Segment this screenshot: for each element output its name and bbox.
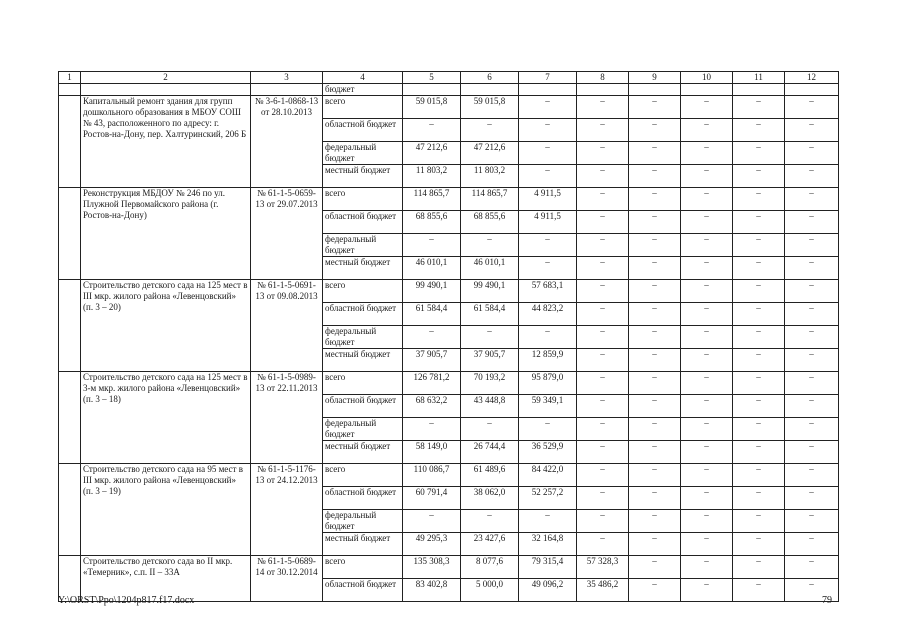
- value-cell: –: [785, 579, 839, 602]
- value-cell: –: [577, 211, 629, 234]
- budget-type-cell: федеральный бюджет: [323, 418, 403, 441]
- column-number: 3: [251, 72, 323, 84]
- value-cell: –: [681, 188, 733, 211]
- value-cell: –: [577, 510, 629, 533]
- value-cell: –: [681, 280, 733, 303]
- column-number: 10: [681, 72, 733, 84]
- value-cell: –: [681, 142, 733, 165]
- value-cell: –: [681, 395, 733, 418]
- value-cell: 59 015,8: [403, 96, 461, 119]
- value-cell: 99 490,1: [403, 280, 461, 303]
- value-cell: 46 010,1: [403, 257, 461, 280]
- value-cell: 61 584,4: [403, 303, 461, 326]
- value-cell: 114 865,7: [461, 188, 519, 211]
- value-cell: –: [733, 119, 785, 142]
- document-cell: № 61-1-5-0989-13 от 22.11.2013: [251, 372, 323, 464]
- value-cell: 61 489,6: [461, 464, 519, 487]
- budget-type-cell: областной бюджет: [323, 211, 403, 234]
- value-cell: –: [629, 372, 681, 395]
- value-cell: –: [733, 326, 785, 349]
- value-cell: –: [629, 418, 681, 441]
- value-cell: –: [519, 257, 577, 280]
- budget-type-cell: федеральный бюджет: [323, 510, 403, 533]
- value-cell: 59 015,8: [461, 96, 519, 119]
- value-cell: –: [733, 533, 785, 556]
- value-cell: 99 490,1: [461, 280, 519, 303]
- value-cell: –: [577, 280, 629, 303]
- value-cell: –: [733, 510, 785, 533]
- value-cell: 61 584,4: [461, 303, 519, 326]
- value-cell: –: [733, 165, 785, 188]
- value-cell: –: [629, 303, 681, 326]
- value-cell: 58 149,0: [403, 441, 461, 464]
- value-cell: [785, 84, 839, 96]
- value-cell: 60 791,4: [403, 487, 461, 510]
- value-cell: –: [733, 579, 785, 602]
- value-cell: –: [577, 441, 629, 464]
- budget-type-cell: областной бюджет: [323, 395, 403, 418]
- value-cell: –: [733, 464, 785, 487]
- value-cell: –: [785, 280, 839, 303]
- value-cell: –: [785, 188, 839, 211]
- value-cell: –: [681, 211, 733, 234]
- budget-type-cell: всего: [323, 280, 403, 303]
- value-cell: –: [785, 165, 839, 188]
- column-number: 1: [59, 72, 81, 84]
- value-cell: –: [785, 441, 839, 464]
- table-row: [59, 556, 839, 579]
- value-cell: 4 911,5: [519, 211, 577, 234]
- value-cell: –: [733, 303, 785, 326]
- value-cell: –: [629, 257, 681, 280]
- value-cell: –: [629, 96, 681, 119]
- value-cell: –: [785, 349, 839, 372]
- value-cell: 11 803,2: [461, 165, 519, 188]
- value-cell: 5 000,0: [461, 579, 519, 602]
- value-cell: –: [629, 510, 681, 533]
- value-cell: [519, 84, 577, 96]
- value-cell: –: [681, 579, 733, 602]
- value-cell: –: [519, 418, 577, 441]
- column-number: 9: [629, 72, 681, 84]
- value-cell: 52 257,2: [519, 487, 577, 510]
- value-cell: –: [681, 464, 733, 487]
- value-cell: [461, 84, 519, 96]
- value-cell: –: [785, 96, 839, 119]
- value-cell: –: [461, 326, 519, 349]
- value-cell: –: [629, 441, 681, 464]
- value-cell: –: [629, 464, 681, 487]
- value-cell: –: [681, 303, 733, 326]
- budget-type-cell: всего: [323, 464, 403, 487]
- value-cell: –: [629, 234, 681, 257]
- column-number: 4: [323, 72, 403, 84]
- value-cell: –: [577, 418, 629, 441]
- budget-type-cell: всего: [323, 96, 403, 119]
- value-cell: –: [519, 165, 577, 188]
- object-name-cell: Строительство детского сада на 125 мест в III мкр. жилого района «Левенцовский» (п. 3 – 20): [81, 280, 251, 372]
- value-cell: –: [629, 533, 681, 556]
- value-cell: –: [629, 326, 681, 349]
- value-cell: [403, 84, 461, 96]
- document-cell: № 3-6-1-0868-13 от 28.10.2013: [251, 96, 323, 188]
- value-cell: 114 865,7: [403, 188, 461, 211]
- object-name-cell: Строительство детского сада на 125 мест в 3-м мкр. жилого района «Левенцовский» (п. 3 – 18): [81, 372, 251, 464]
- value-cell: –: [577, 96, 629, 119]
- value-cell: 70 193,2: [461, 372, 519, 395]
- value-cell: 26 744,4: [461, 441, 519, 464]
- value-cell: –: [519, 510, 577, 533]
- row-number-cell: [59, 280, 81, 372]
- value-cell: –: [577, 464, 629, 487]
- document-cell: № 61-1-5-1176-13 от 24.12.2013: [251, 464, 323, 556]
- row-number-cell: [59, 188, 81, 280]
- value-cell: –: [577, 533, 629, 556]
- value-cell: –: [785, 372, 839, 395]
- budget-type-cell: местный бюджет: [323, 441, 403, 464]
- value-cell: –: [629, 395, 681, 418]
- value-cell: 46 010,1: [461, 257, 519, 280]
- budget-type-cell: местный бюджет: [323, 165, 403, 188]
- value-cell: –: [629, 349, 681, 372]
- value-cell: –: [733, 487, 785, 510]
- budget-type-cell: местный бюджет: [323, 533, 403, 556]
- value-cell: –: [629, 119, 681, 142]
- column-number: 8: [577, 72, 629, 84]
- value-cell: –: [519, 119, 577, 142]
- table-row: [59, 84, 839, 96]
- value-cell: –: [785, 487, 839, 510]
- value-cell: 47 212,6: [461, 142, 519, 165]
- value-cell: 47 212,6: [403, 142, 461, 165]
- value-cell: –: [519, 234, 577, 257]
- value-cell: –: [629, 487, 681, 510]
- financing-table: [58, 71, 839, 602]
- column-number: 6: [461, 72, 519, 84]
- value-cell: –: [681, 326, 733, 349]
- value-cell: 43 448,8: [461, 395, 519, 418]
- budget-type-cell: местный бюджет: [323, 349, 403, 372]
- value-cell: –: [681, 441, 733, 464]
- value-cell: –: [733, 441, 785, 464]
- value-cell: –: [577, 234, 629, 257]
- value-cell: –: [461, 119, 519, 142]
- value-cell: 57 683,1: [519, 280, 577, 303]
- value-cell: 49 295,3: [403, 533, 461, 556]
- value-cell: –: [785, 418, 839, 441]
- value-cell: –: [681, 119, 733, 142]
- value-cell: –: [681, 556, 733, 579]
- budget-type-cell: областной бюджет: [323, 579, 403, 602]
- table-row: [59, 280, 839, 303]
- value-cell: –: [629, 211, 681, 234]
- budget-type-cell: всего: [323, 188, 403, 211]
- value-cell: –: [629, 579, 681, 602]
- value-cell: –: [403, 326, 461, 349]
- value-cell: –: [403, 234, 461, 257]
- value-cell: –: [519, 96, 577, 119]
- value-cell: 68 855,6: [461, 211, 519, 234]
- value-cell: –: [681, 96, 733, 119]
- table-row: [59, 188, 839, 211]
- value-cell: 68 855,6: [403, 211, 461, 234]
- row-number-cell: [59, 84, 81, 96]
- value-cell: 79 315,4: [519, 556, 577, 579]
- document-cell: № 61-1-5-0659-13 от 29.07.2013: [251, 188, 323, 280]
- value-cell: –: [629, 556, 681, 579]
- budget-type-cell: областной бюджет: [323, 119, 403, 142]
- value-cell: –: [577, 487, 629, 510]
- value-cell: –: [785, 211, 839, 234]
- object-name-cell: Строительство детского сада во II мкр. «Темерник», с.п. II – 33А: [81, 556, 251, 602]
- value-cell: –: [681, 372, 733, 395]
- object-name-cell: [81, 84, 251, 96]
- value-cell: 23 427,6: [461, 533, 519, 556]
- file-path: Y:\ORST\Ppo\1204p817.f17.docx: [58, 595, 195, 606]
- value-cell: –: [403, 418, 461, 441]
- value-cell: –: [519, 326, 577, 349]
- value-cell: –: [577, 303, 629, 326]
- value-cell: –: [733, 142, 785, 165]
- object-name-cell: Реконструкция МБДОУ № 246 по ул. Плужной Первомайского района (г. Ростов-на-Дону): [81, 188, 251, 280]
- budget-type-cell: федеральный бюджет: [323, 326, 403, 349]
- row-number-cell: [59, 96, 81, 188]
- value-cell: –: [629, 165, 681, 188]
- value-cell: –: [733, 349, 785, 372]
- value-cell: –: [681, 234, 733, 257]
- value-cell: 95 879,0: [519, 372, 577, 395]
- document-cell: [251, 84, 323, 96]
- value-cell: –: [681, 257, 733, 280]
- value-cell: –: [785, 510, 839, 533]
- value-cell: –: [461, 234, 519, 257]
- value-cell: 59 349,1: [519, 395, 577, 418]
- value-cell: –: [785, 395, 839, 418]
- value-cell: –: [577, 119, 629, 142]
- value-cell: 37 905,7: [461, 349, 519, 372]
- budget-type-cell: федеральный бюджет: [323, 142, 403, 165]
- document-cell: № 61-1-5-0689-14 от 30.12.2014: [251, 556, 323, 602]
- value-cell: –: [577, 372, 629, 395]
- value-cell: –: [461, 510, 519, 533]
- value-cell: –: [733, 188, 785, 211]
- value-cell: [681, 84, 733, 96]
- value-cell: 44 823,2: [519, 303, 577, 326]
- budget-type-cell: всего: [323, 372, 403, 395]
- value-cell: –: [577, 395, 629, 418]
- value-cell: –: [519, 142, 577, 165]
- value-cell: [577, 84, 629, 96]
- value-cell: 12 859,9: [519, 349, 577, 372]
- value-cell: 49 096,2: [519, 579, 577, 602]
- value-cell: –: [681, 487, 733, 510]
- value-cell: –: [733, 96, 785, 119]
- value-cell: –: [785, 119, 839, 142]
- value-cell: –: [733, 234, 785, 257]
- value-cell: –: [629, 142, 681, 165]
- object-name-cell: Капитальный ремонт здания для групп дошкольного образования в МБОУ СОШ № 43, расположенного по адресу: г. Ростов-на-Дону, пер. Халтуринский, 206 Б: [81, 96, 251, 188]
- value-cell: 32 164,8: [519, 533, 577, 556]
- value-cell: 57 328,3: [577, 556, 629, 579]
- value-cell: –: [577, 142, 629, 165]
- value-cell: –: [403, 510, 461, 533]
- value-cell: –: [681, 510, 733, 533]
- column-number-row: [59, 72, 839, 84]
- column-number: 12: [785, 72, 839, 84]
- budget-type-cell: бюджет: [323, 84, 403, 96]
- value-cell: [629, 84, 681, 96]
- value-cell: –: [577, 349, 629, 372]
- value-cell: –: [785, 326, 839, 349]
- value-cell: –: [681, 533, 733, 556]
- budget-type-cell: областной бюджет: [323, 303, 403, 326]
- value-cell: 84 422,0: [519, 464, 577, 487]
- value-cell: –: [461, 418, 519, 441]
- value-cell: [733, 84, 785, 96]
- budget-type-cell: федеральный бюджет: [323, 234, 403, 257]
- value-cell: –: [733, 372, 785, 395]
- value-cell: –: [733, 418, 785, 441]
- row-number-cell: [59, 372, 81, 464]
- value-cell: 83 402,8: [403, 579, 461, 602]
- value-cell: 11 803,2: [403, 165, 461, 188]
- value-cell: –: [785, 556, 839, 579]
- value-cell: –: [785, 464, 839, 487]
- value-cell: –: [681, 349, 733, 372]
- column-number: 7: [519, 72, 577, 84]
- budget-type-cell: местный бюджет: [323, 257, 403, 280]
- row-number-cell: [59, 464, 81, 556]
- value-cell: 37 905,7: [403, 349, 461, 372]
- value-cell: –: [733, 257, 785, 280]
- value-cell: 38 062,0: [461, 487, 519, 510]
- value-cell: –: [577, 326, 629, 349]
- document-cell: № 61-1-5-0691-13 от 09.08.2013: [251, 280, 323, 372]
- value-cell: –: [733, 556, 785, 579]
- value-cell: 110 086,7: [403, 464, 461, 487]
- value-cell: 36 529,9: [519, 441, 577, 464]
- column-number: 5: [403, 72, 461, 84]
- value-cell: –: [629, 280, 681, 303]
- value-cell: –: [785, 533, 839, 556]
- value-cell: –: [681, 418, 733, 441]
- table-row: [59, 372, 839, 395]
- value-cell: 126 781,2: [403, 372, 461, 395]
- budget-type-cell: всего: [323, 556, 403, 579]
- value-cell: –: [733, 280, 785, 303]
- value-cell: –: [785, 303, 839, 326]
- column-number: 2: [81, 72, 251, 84]
- value-cell: 68 632,2: [403, 395, 461, 418]
- value-cell: –: [733, 395, 785, 418]
- value-cell: 4 911,5: [519, 188, 577, 211]
- object-name-cell: Строительство детского сада на 95 мест в III мкр. жилого района «Левенцовский» (п. 3 – 19): [81, 464, 251, 556]
- table-row: [59, 96, 839, 119]
- page-number: 79: [822, 595, 832, 606]
- value-cell: –: [733, 211, 785, 234]
- value-cell: –: [785, 234, 839, 257]
- value-cell: –: [403, 119, 461, 142]
- value-cell: –: [629, 188, 681, 211]
- budget-type-cell: областной бюджет: [323, 487, 403, 510]
- table-row: [59, 464, 839, 487]
- value-cell: –: [681, 165, 733, 188]
- column-number: 11: [733, 72, 785, 84]
- value-cell: –: [785, 257, 839, 280]
- value-cell: –: [577, 257, 629, 280]
- value-cell: –: [577, 165, 629, 188]
- value-cell: 8 077,6: [461, 556, 519, 579]
- value-cell: 135 308,3: [403, 556, 461, 579]
- table-body: [59, 84, 839, 602]
- value-cell: –: [577, 188, 629, 211]
- value-cell: –: [785, 142, 839, 165]
- value-cell: 35 486,2: [577, 579, 629, 602]
